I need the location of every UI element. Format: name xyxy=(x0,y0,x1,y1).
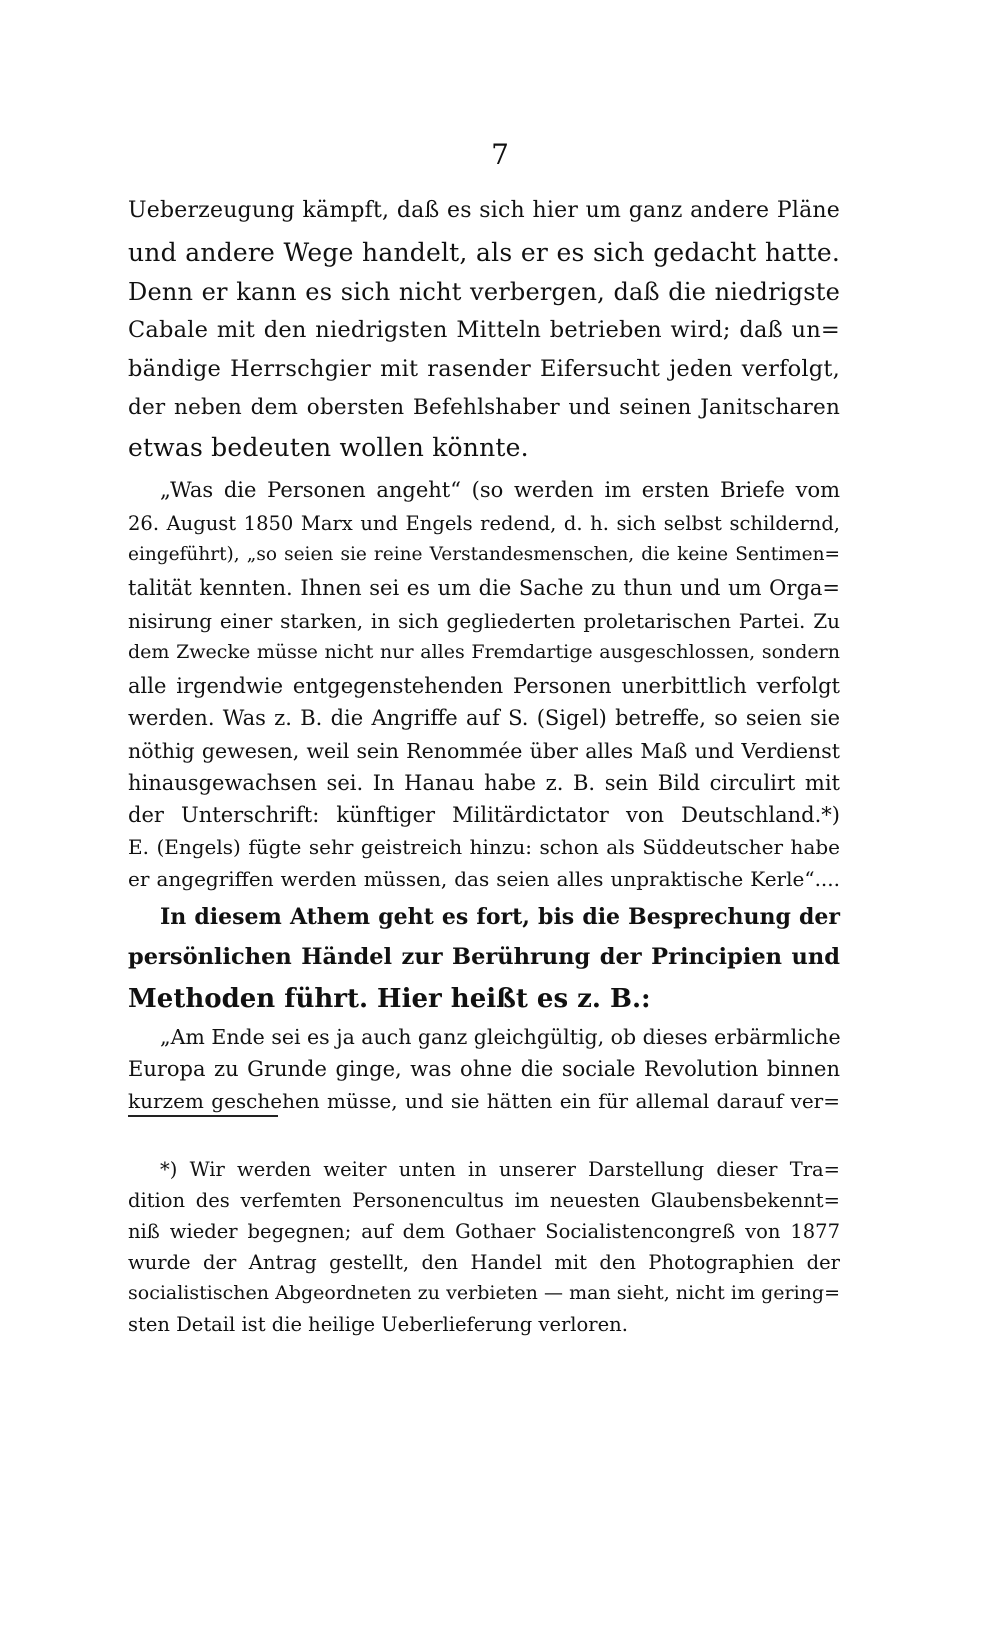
quote-line: dem Zwecke müsse nicht nur alles Fremdartige ausgeschlossen, sondern xyxy=(128,641,840,663)
paragraph-line: und andere Wege handelt, als er es sich gedacht hatte. xyxy=(128,238,840,267)
quote-line: E. (Engels) fügte sehr geistreich hinzu: schon als Süddeutscher habe xyxy=(128,835,840,859)
paragraph-line: etwas bedeuten wollen könnte. xyxy=(128,433,529,462)
page-number: 7 xyxy=(491,138,509,171)
quote-line: „Am Ende sei es ja auch ganz gleichgültig, ob dieses erbärmliche xyxy=(160,1025,841,1049)
quote-line: 26. August 1850 Marx und Engels redend, d. h. sich selbst schildernd, xyxy=(128,512,840,535)
bold-paragraph-line: persönlichen Händel zur Berührung der Principien und xyxy=(128,944,840,970)
quote-line: eingeführt), „so seien sie reine Verstandesmenschen, die keine Sentimen= xyxy=(128,544,840,565)
quote-line: der Unterschrift: künftiger Militärdictator von Deutschland.*) xyxy=(128,803,840,827)
footnote-line: socialistischen Abgeordneten zu verbieten — man sieht, nicht im gering= xyxy=(128,1282,840,1304)
quote-line: nöthig gewesen, weil sein Renommée über alles Maß und Verdienst xyxy=(128,739,840,763)
footnote-line: sten Detail ist die heilige Ueberlieferung verloren. xyxy=(128,1313,628,1336)
bold-paragraph-line: In diesem Athem geht es fort, bis die Besprechung der xyxy=(160,904,840,930)
quote-line: alle irgendwie entgegenstehenden Personen unerbittlich verfolgt xyxy=(128,674,840,698)
paragraph-line: Cabale mit den niedrigsten Mitteln betrieben wird; daß un= xyxy=(128,317,840,343)
paragraph-line: bändige Herrschgier mit rasender Eifersucht jeden verfolgt, xyxy=(128,356,840,382)
quote-line: nisirung einer starken, in sich gegliederten proletarischen Partei. Zu xyxy=(128,609,840,633)
quote-line: hinausgewachsen sei. In Hanau habe z. B. sein Bild circulirt mit xyxy=(128,771,840,795)
quote-line: kurzem geschehen müsse, und sie hätten ein für allemal darauf ver= xyxy=(128,1089,840,1113)
paragraph-line: Ueberzeugung kämpft, daß es sich hier um ganz andere Pläne xyxy=(128,198,840,223)
bold-paragraph-line: Methoden führt. Hier heißt es z. B.: xyxy=(128,984,651,1014)
paragraph-line: Denn er kann es sich nicht verbergen, daß die niedrigste xyxy=(128,278,840,306)
quote-line: „Was die Personen angeht“ (so werden im ersten Briefe vom xyxy=(160,478,840,502)
quote-line: werden. Was z. B. die Angriffe auf S. (Sigel) betreffe, so seien sie xyxy=(128,706,840,730)
quote-line: talität kennten. Ihnen sei es um die Sache zu thun und um Orga= xyxy=(128,576,840,600)
quote-line: er angegriffen werden müssen, das seien alles unpraktische Kerle“.... xyxy=(128,867,840,891)
quote-line: Europa zu Grunde ginge, was ohne die sociale Revolution binnen xyxy=(128,1057,840,1081)
footnote-line: wurde der Antrag gestellt, den Handel mit den Photographien der xyxy=(128,1251,840,1274)
footnote-line: dition des verfemten Personencultus im neuesten Glaubensbekennt= xyxy=(128,1189,840,1212)
footnote-line: *) Wir werden weiter unten in unserer Darstellung dieser Tra= xyxy=(160,1158,840,1181)
footnote-line: niß wieder begegnen; auf dem Gothaer Socialistencongreß von 1877 xyxy=(128,1220,840,1243)
paragraph-line: der neben dem obersten Befehlshaber und seinen Janitscharen xyxy=(128,395,840,420)
footnote-separator xyxy=(128,1115,278,1117)
